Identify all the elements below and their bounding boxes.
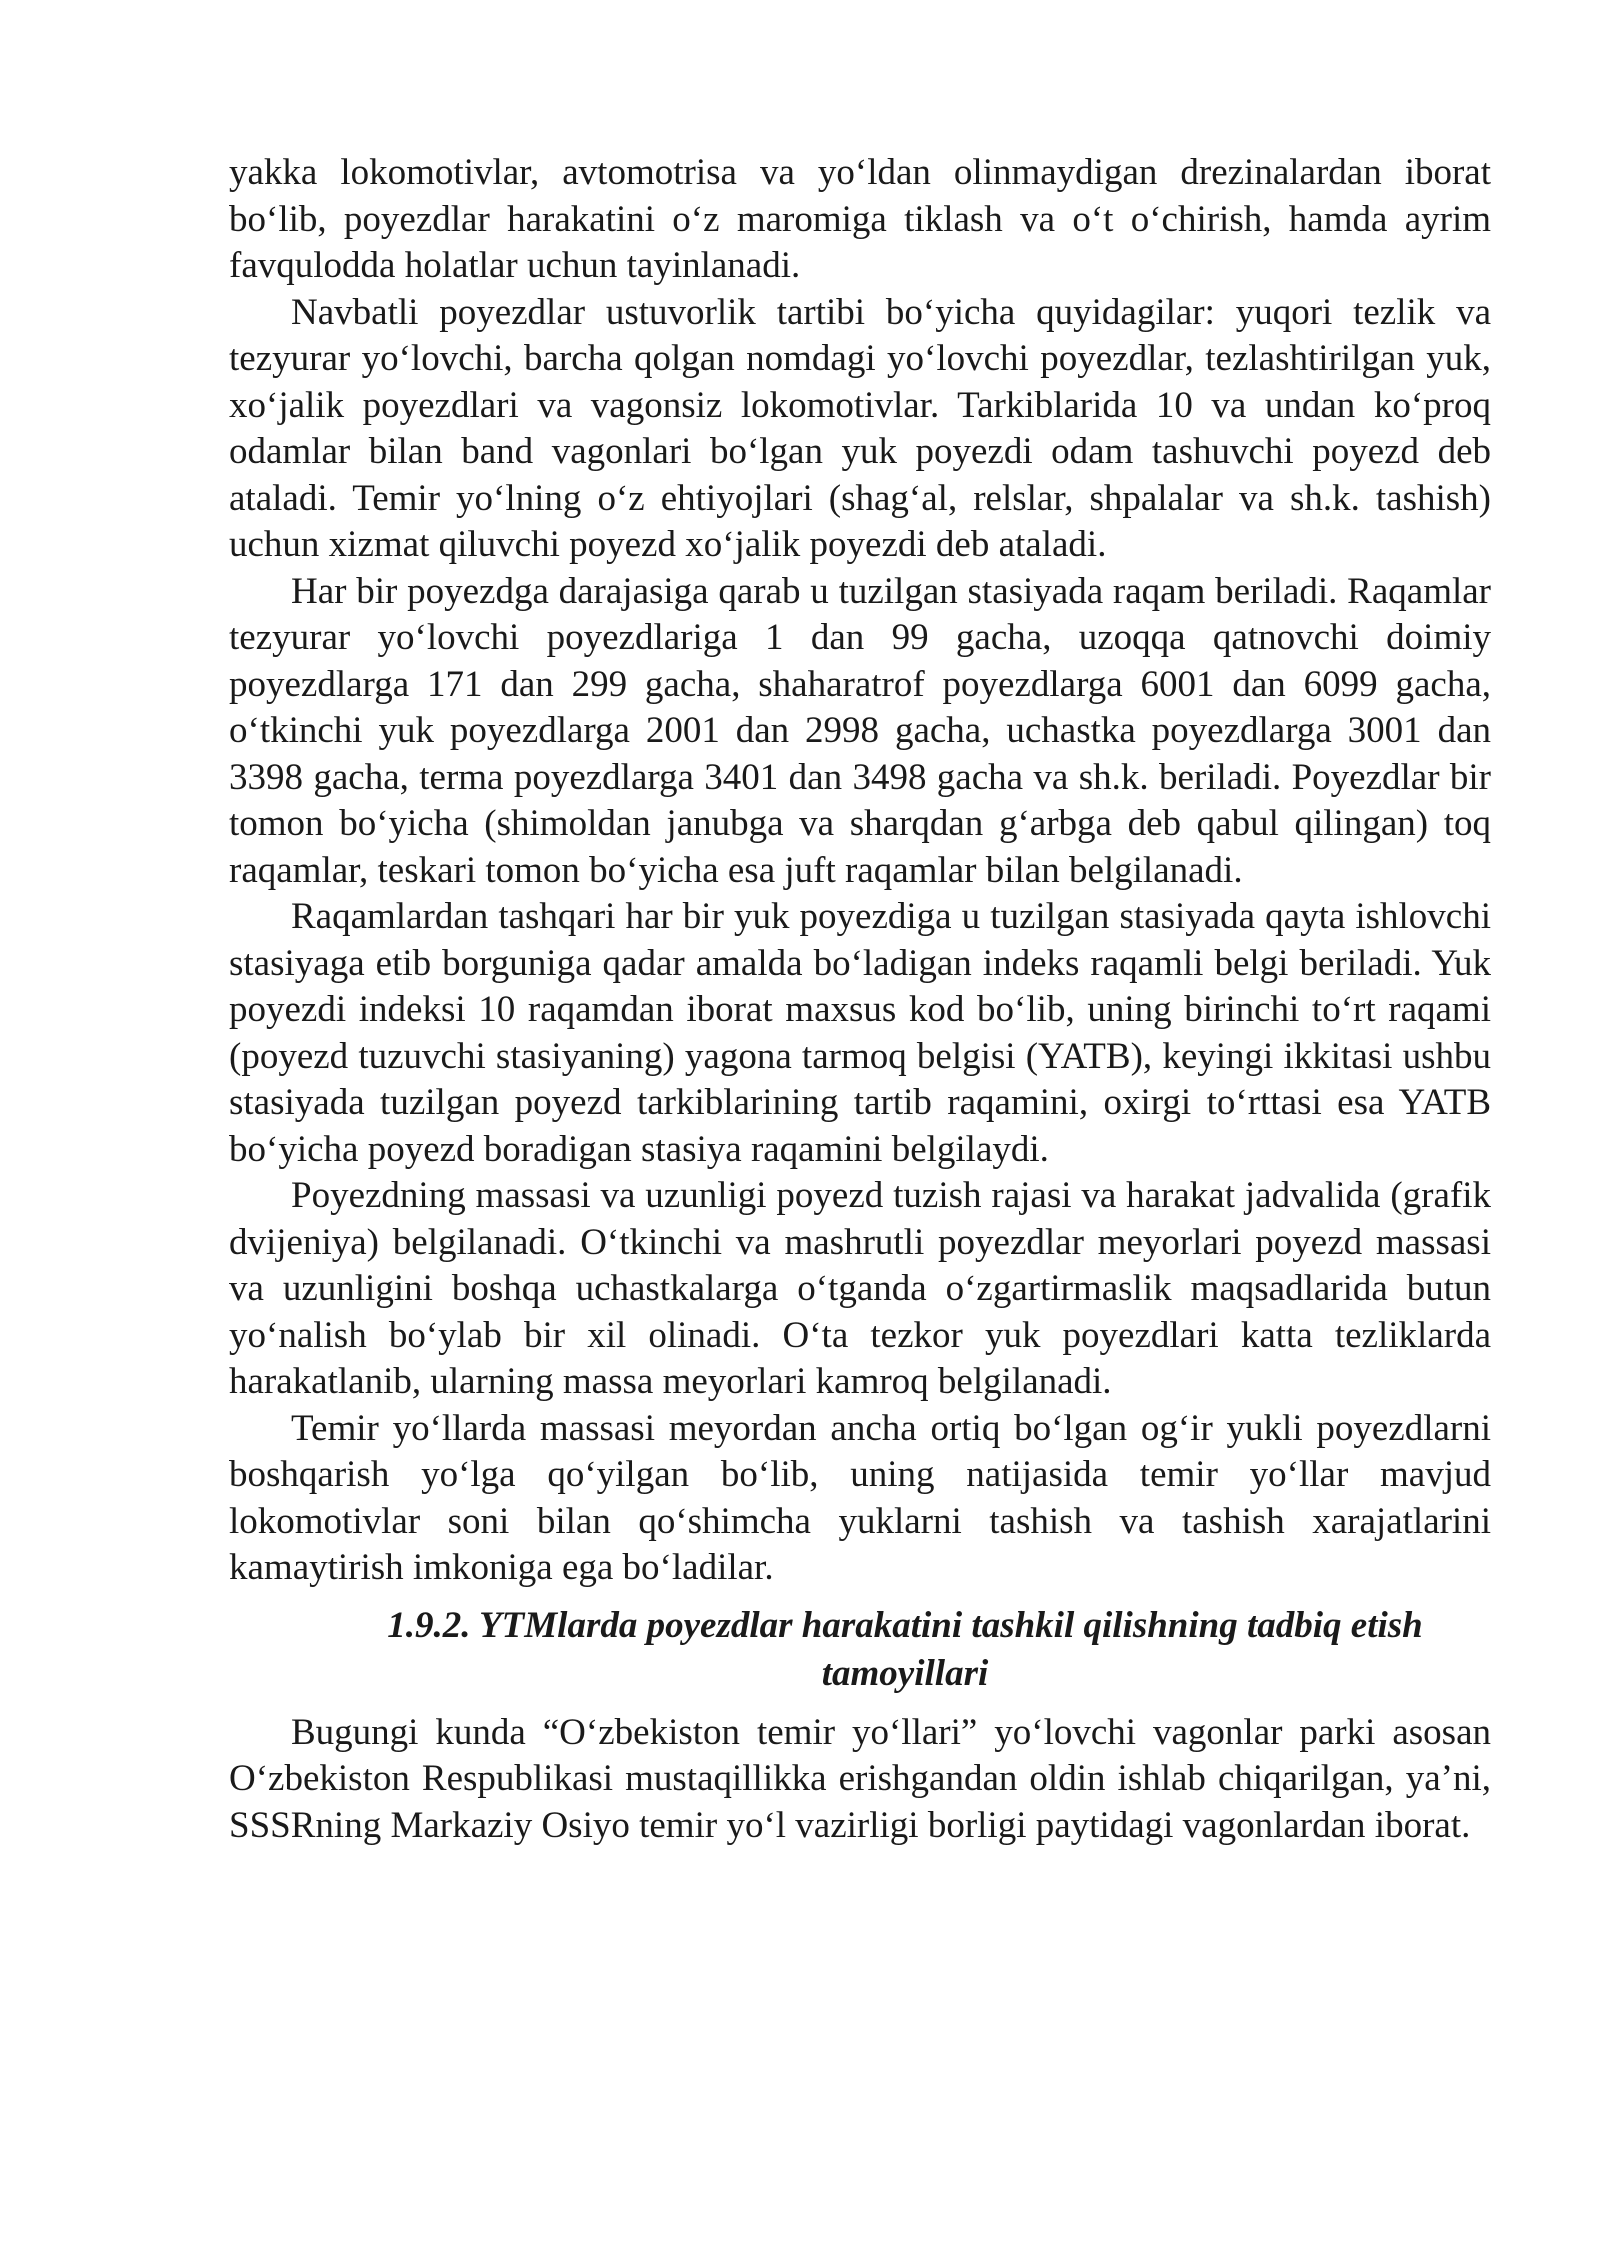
paragraph-train-mass: Poyezdning massasi va uzunligi poyezd tuzish rajasi va harakat jadvalida (grafik dvijeniya) belgilanadi. O‘tkinchi va mashrutli poyezdlar meyorlari poyezd massasi va uzunligini boshqa uchastkalarga o‘tganda o‘zgartirmaslik maqsadlarida butun yo‘nalish bo‘ylab bir xil olinadi. O‘ta tezkor yuk poyezdlari katta tezliklarda harakatlanib, ularning massa meyorlari kamroq belgilanadi.	[229, 1175, 1491, 1402]
paragraph-train-numbers: Har bir poyezdga darajasiga qarab u tuzilgan stasiyada raqam beriladi. Raqamlar tezyurar yo‘lovchi poyezdlariga 1 dan 99 gacha, uzoqqa qatnovchi doimiy poyezdlarga 171 dan 299 gacha, shaharatrof poyezdlarga 6001 dan 6099 gacha, o‘tkinchi yuk poyezdlarga 2001 dan 2998 gacha, uchastka poyezdlarga 3001 dan 3398 gacha, terma poyezdlarga 3401 dan 3498 gacha va sh.k. beriladi. Poyezdlar bir tomon bo‘yicha (shimoldan janubga va sharqdan g‘arbga deb qabul qilingan) toq raqamlar, teskari tomon bo‘yicha esa juft raqamlar bilan belgilanadi.	[229, 570, 1491, 891]
document-page	[229, 150, 1491, 1849]
paragraph-continuation: yakka lokomotivlar, avtomotrisa va yo‘ldan olinmaydigan drezinalardan iborat bo‘lib, poyezdlar harakatini o‘z maromiga tiklash va o‘t o‘chirish, hamda ayrim favqulodda holatlar uchun tayinlanadi.	[229, 152, 1491, 286]
section-heading: 1.9.2. YTMlarda poyezdlar harakatini tashkil qilishning tadbiq etish tamoyillari	[387, 1604, 1423, 1694]
paragraph-passenger-fleet: Bugungi kunda “O‘zbekiston temir yo‘llari” yo‘lovchi vagonlar parki asosan O‘zbekiston Respublikasi mustaqillikka erishgandan oldin ishlab chiqarilgan, ya’ni, SSSRning Markaziy Osiyo temir yo‘l vazirligi borligi paytidagi vagonlardan iborat.	[229, 1711, 1491, 1846]
paragraph-heavy-trains: Temir yo‘llarda massasi meyordan ancha ortiq bo‘lgan og‘ir yukli poyezdlarni boshqarish yo‘lga qo‘yilgan bo‘lib, uning natijasida temir yo‘llar mavjud lokomotivlar soni bilan qo‘shimcha yuklarni tashish va tashish xarajatlarini kamaytirish imkoniga ega bo‘ladilar.	[229, 1407, 1491, 1588]
paragraph-train-index: Raqamlardan tashqari har bir yuk poyezdiga u tuzilgan stasiyada qayta ishlovchi stasiyaga etib borguniga qadar amalda bo‘ladigan indeks raqamli belgi beriladi. Yuk poyezdi indeksi 10 raqamdan iborat maxsus kod bo‘lib, uning birinchi to‘rt raqami (poyezd tuzuvchi stasiyaning) yagona tarmoq belgisi (YATB), keyingi ikkitasi ushbu stasiyada tuzilgan poyezd tarkiblarining tartib raqamini, oxirgi to‘rttasi esa YATB bo‘yicha poyezd boradigan stasiya raqamini belgilaydi.	[229, 896, 1491, 1170]
paragraph-train-priority: Navbatli poyezdlar ustuvorlik tartibi bo‘yicha quyidagilar: yuqori tezlik va tezyurar yo‘lovchi, barcha qolgan nomdagi yo‘lovchi poyezdlar, tezlashtirilgan yuk, xo‘jalik poyezdlari va vagonsiz lokomotivlar. Tarkiblarida 10 va undan ko‘proq odamlar bilan band vagonlari bo‘lgan yuk poyezdi odam tashuvchi poyezd deb ataladi. Temir yo‘lning o‘z ehtiyojlari (shag‘al, relslar, shpalalar va sh.k. tashish) uchun xizmat qiluvchi poyezd xo‘jalik poyezdi deb ataladi.	[229, 291, 1491, 565]
